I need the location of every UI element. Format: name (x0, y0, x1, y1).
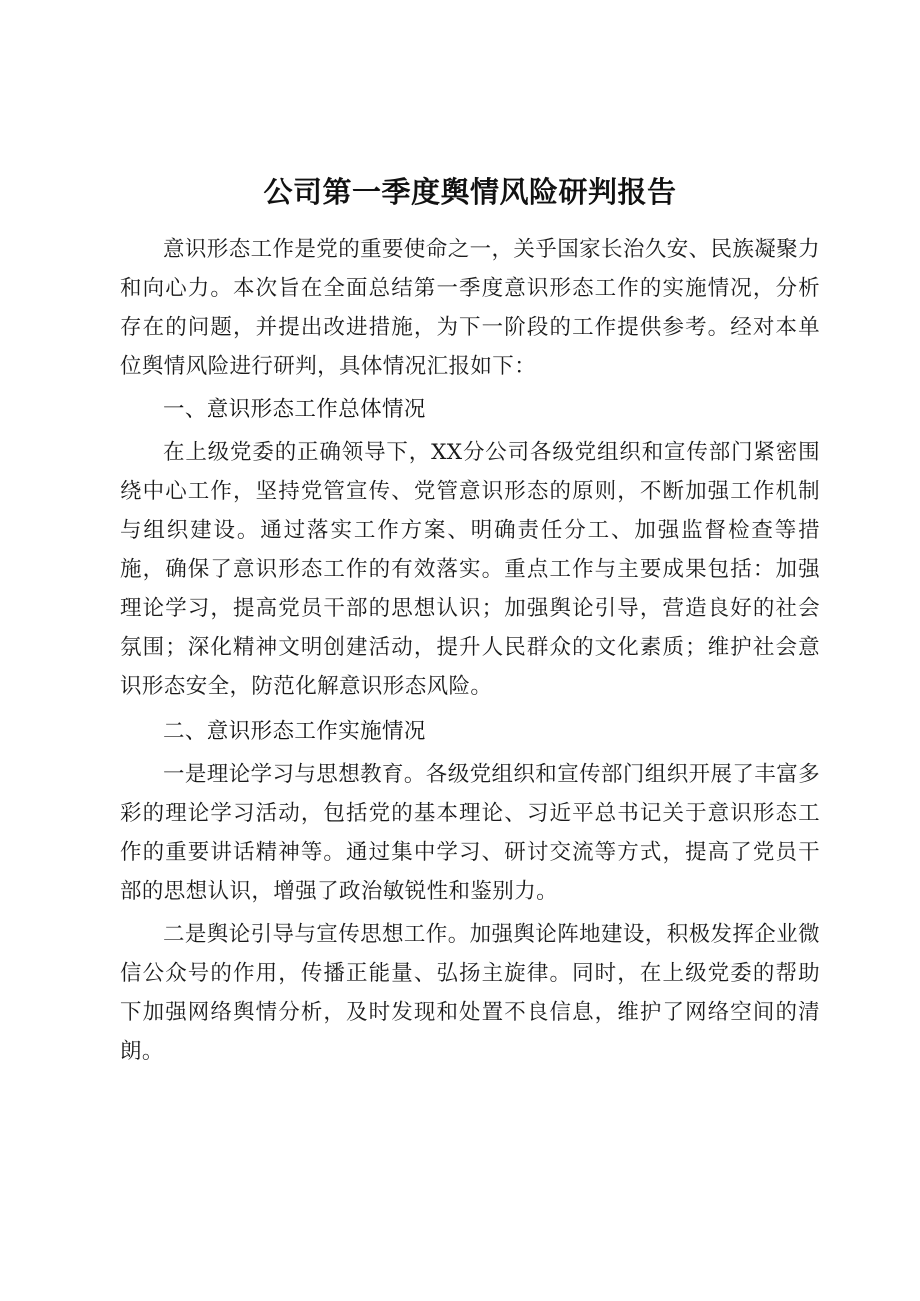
section-2-paragraph-1: 一是理论学习与思想教育。各级党组织和宣传部门组织开展了丰富多彩的理论学习活动，包括党的基本理论、习近平总书记关于意识形态工作的重要讲话精神等。通过集中学习、研讨交流等方式，提高了党员干部的思想认识，增强了政治敏锐性和鉴别力。 (120, 762, 821, 904)
section-heading-1: 一、意识形态工作总体情况 (163, 397, 426, 422)
intro-paragraph: 意识形态工作是党的重要使命之一，关乎国家长治久安、民族凝聚力和向心力。本次旨在全面总结第一季度意识形态工作的实施情况，分析存在的问题，并提出改进措施，为下一阶段的工作提供参考。经对本单位舆情风险进行研判，具体情况汇报如下： (120, 237, 821, 379)
section-2-paragraph-2: 二是舆论引导与宣传思想工作。加强舆论阵地建设，积极发挥企业微信公众号的作用，传播正能量、弘扬主旋律。同时，在上级党委的帮助下加强网络舆情分析，及时发现和处置不良信息，维护了网络空间的清朗。 (120, 922, 821, 1064)
document-page (120, 168, 820, 1071)
section-1-paragraph-1: 在上级党委的正确领导下，XX分公司各级党组织和宣传部门紧密围绕中心工作，坚持党管宣传、党管意识形态的原则，不断加强工作机制与组织建设。通过落实工作方案、明确责任分工、加强监督检查等措施，确保了意识形态工作的有效落实。重点工作与主要成果包括：加强理论学习，提高党员干部的思想认识；加强舆论引导，营造良好的社会氛围；深化精神文明创建活动，提升人民群众的文化素质；维护社会意识形态安全，防范化解意识形态风险。 (120, 440, 820, 699)
document-title: 公司第一季度舆情风险研判报告 (263, 175, 677, 209)
section-heading-2: 二、意识形态工作实施情况 (163, 719, 426, 744)
